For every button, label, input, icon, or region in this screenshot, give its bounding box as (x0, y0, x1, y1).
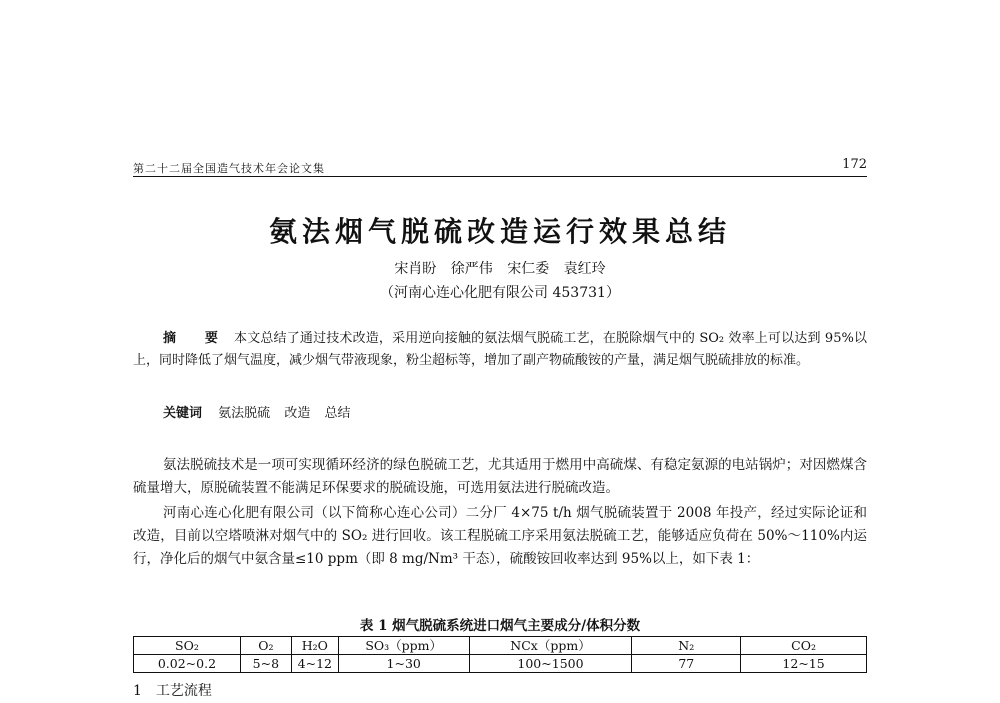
table-cell: 5~8 (240, 655, 291, 673)
table-header-cell: SO₃（ppm） (338, 637, 469, 655)
keyword: 总结 (324, 406, 351, 421)
table-header-cell: N₂ (632, 637, 741, 655)
author-list: 宋肖盼 徐严伟 宋仁委 袁红玲 (394, 261, 606, 277)
table-cell: 12~15 (741, 655, 867, 673)
table-header-cell: H₂O (291, 637, 338, 655)
body-paragraph-1: 氨法脱硫技术是一项可实现循环经济的绿色脱硫工艺，尤其适用于燃用中高硫煤、有稳定氨源的电站锅炉；对因燃煤含硫量增大，原脱硫装置不能满足环保要求的脱硫设施，可选用氨法进行脱硫改造。 (133, 457, 867, 496)
body-paragraph-2: 河南心连心化肥有限公司（以下简称心连心公司）二分厂 4×75 t/h 烟气脱硫装置于 2008 年投产，经过实际论证和改造，目前以空塔喷淋对烟气中的 SO₂ 进行回收。该工程脱硫工序采用氨法脱硫工艺，能够适应负荷在 50%～110%内运行，净化后的烟气中氨含量≤10 ppm（即 8 mg/Nm³ 干态），硫酸铵回收率达到 95%以上，如下表 1： (133, 505, 867, 567)
table-header-cell: NCx（ppm） (469, 637, 632, 655)
section-heading (133, 680, 212, 700)
header-rule (133, 176, 867, 177)
affiliation: （河南心连心化肥有限公司 453731） (380, 285, 620, 301)
section-title: 工艺流程 (155, 683, 212, 699)
abstract-text: 本文总结了通过技术改造，采用逆向接触的氨法烟气脱硫工艺，在脱除烟气中的 SO₂ 效率上可以达到 95%以上，同时降低了烟气温度，减少烟气带液现象，粉尘超标等，增加了副产物硫酸铵的产量，满足烟气脱硫排放的标准。 (133, 331, 867, 368)
section-number: 1 (133, 683, 142, 699)
running-title: 第二十二届全国造气技术年会论文集 (133, 162, 325, 175)
composition-table (133, 636, 867, 673)
keyword: 氨法脱硫 (218, 406, 271, 421)
table-header-row (134, 637, 867, 655)
table-caption: 表 1 烟气脱硫系统进口烟气主要成分/体积分数 (359, 618, 641, 634)
keyword: 改造 (284, 406, 311, 421)
abstract-label: 摘 要 (163, 331, 231, 346)
page-number: 172 (842, 157, 867, 172)
table-header-cell: O₂ (240, 637, 291, 655)
table-header-cell: CO₂ (741, 637, 867, 655)
table-cell: 77 (632, 655, 741, 673)
abstract (133, 328, 867, 372)
keywords-label: 关键词 (163, 406, 203, 421)
table-cell: 4~12 (291, 655, 338, 673)
table-cell: 0.02~0.2 (134, 655, 241, 673)
table-row (134, 655, 867, 673)
table-cell: 1~30 (338, 655, 469, 673)
paper-title: 氨法烟气脱硫改造运行效果总结 (268, 215, 731, 248)
table-header-cell: SO₂ (134, 637, 241, 655)
table-cell: 100~1500 (469, 655, 632, 673)
keywords (163, 402, 360, 421)
